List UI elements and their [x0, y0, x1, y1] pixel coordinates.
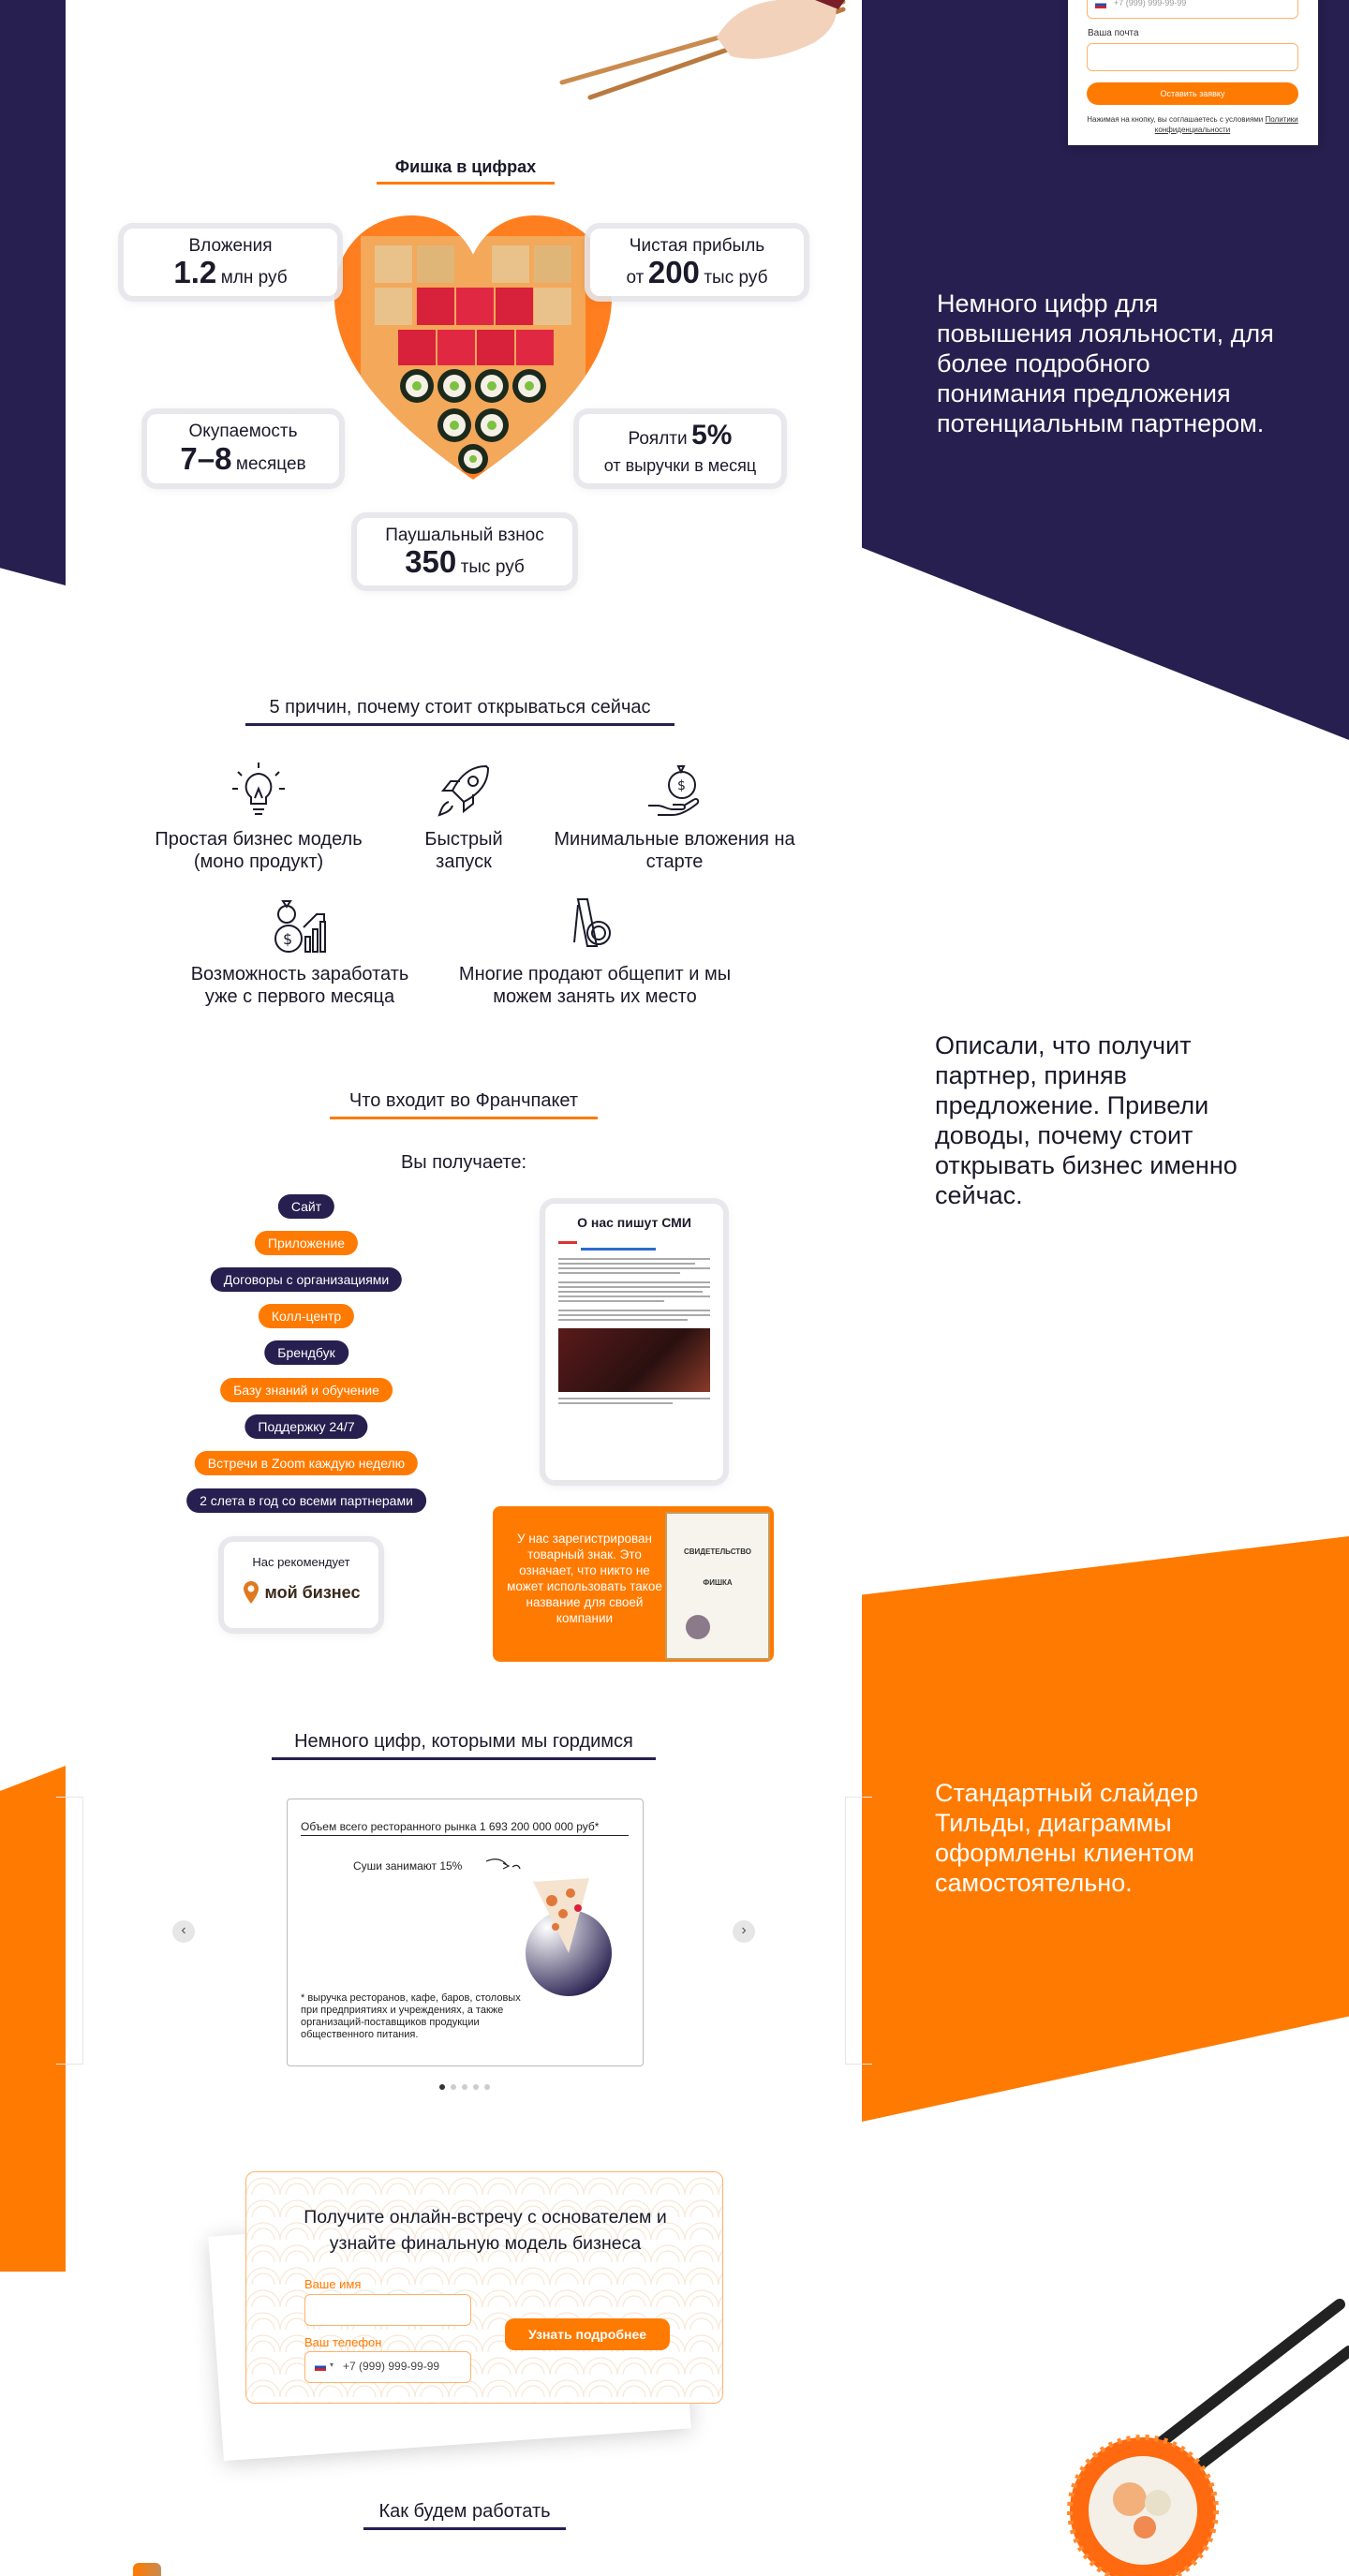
- sushi-chopsticks-image: [1040, 2286, 1349, 2576]
- money-bag-hand-icon: [645, 761, 704, 821]
- privacy-policy-link[interactable]: Политики конфиденциальности: [1154, 115, 1298, 134]
- package-item-knowledge-base: Базу знаний и обучение: [220, 1378, 393, 1402]
- slider-dot-1[interactable]: [439, 2084, 445, 2090]
- stats-section-title: [272, 1731, 656, 1760]
- work-section-title: [363, 2501, 566, 2530]
- reason-4-text: Возможность заработать уже с первого месяца: [190, 964, 409, 1007]
- work-illustration-peek: [133, 2563, 161, 2576]
- package-item-brandbook: Брендбук: [264, 1340, 348, 1365]
- stats-title-underline: [272, 1757, 656, 1760]
- payback-card: [147, 414, 339, 483]
- certificate-name: ФИШКА: [703, 1578, 733, 1587]
- reason-minimal-investment: [553, 761, 796, 873]
- slider-prev-button[interactable]: ‹: [172, 1920, 195, 1943]
- trademark-text: У нас зарегистрирован товарный знак. Это означает, что никто не может использовать такое название для своей компании: [507, 1532, 662, 1625]
- royalty-sub: от выручки в месяц: [603, 456, 757, 475]
- annotation-numbers: Немного цифр для повышения лояльности, для более подробного понимания предложения потенциальным партнером.: [937, 289, 1274, 437]
- annotation-package: Описали, что получит партнер, приняв предложение. Привели доводы, почему стоит открывать бизнес именно сейчас.: [935, 1031, 1238, 1209]
- chopsticks-hand-image: [553, 0, 852, 103]
- numbers-section-title: [377, 157, 555, 185]
- flag-ru-icon: [1095, 1, 1106, 8]
- slide-title: Объем всего ресторанного рынка 1 693 200 000 000 руб*: [301, 1820, 629, 1836]
- slider-dot-2[interactable]: [451, 2084, 456, 2090]
- reasons-section-title: [245, 697, 674, 726]
- work-title-text: Как будем работать: [378, 2501, 551, 2522]
- package-section-title: [330, 1090, 598, 1119]
- fee-card: [357, 518, 572, 585]
- recommend-brand: мой бизнес: [264, 1582, 361, 1602]
- certificate-title: СВИДЕТЕЛЬСТВО: [684, 1547, 751, 1556]
- top-phone-field[interactable]: [1087, 0, 1298, 19]
- reason-5-text: Многие продают общепит и мы можем занять их место: [458, 964, 732, 1007]
- payback-unit: месяцев: [235, 454, 306, 474]
- consent-text: Нажимая на кнопку, вы соглашаетесь с условиями: [1087, 115, 1264, 124]
- top-submit-button[interactable]: Оставить заявку: [1087, 82, 1298, 105]
- investment-unit: млн руб: [220, 268, 288, 288]
- reason-fast-launch: [403, 761, 525, 873]
- package-item-zoom: Встречи в Zoom каждую неделю: [195, 1451, 418, 1475]
- package-item-support: Поддержку 24/7: [245, 1414, 367, 1439]
- investment-card: [124, 229, 337, 296]
- work-title-underline: [363, 2527, 566, 2530]
- fee-label: Паушальный взнос: [385, 526, 544, 545]
- coins-icon: [565, 896, 625, 955]
- reasons-title-underline: [245, 723, 674, 726]
- numbers-title-text: Фишка в цифрах: [394, 157, 537, 176]
- profit-prefix: от: [626, 268, 645, 288]
- profit-card: [590, 229, 804, 296]
- top-email-label: Ваша почта: [1088, 28, 1139, 38]
- slider-dot-4[interactable]: [473, 2084, 479, 2090]
- reason-1-text: Простая бизнес модель (моно продукт): [155, 829, 363, 872]
- package-item-app: Приложение: [255, 1231, 358, 1255]
- flag-ru-icon: [315, 2363, 326, 2371]
- media-card: [545, 1204, 723, 1480]
- reason-2-text: Быстрый запуск: [424, 829, 503, 872]
- phone-field-label: Ваш телефон: [304, 2335, 382, 2349]
- payback-label: Окупаемость: [188, 422, 298, 441]
- package-title-underline: [330, 1117, 598, 1119]
- royalty-label: Роялти: [628, 429, 688, 449]
- top-email-field[interactable]: [1087, 43, 1298, 71]
- slider-next-slide-peek: [845, 1797, 872, 2065]
- chevron-down-icon: ▾: [330, 2361, 334, 2369]
- reasons-title-text: 5 причин, почему стоит открываться сейчас: [269, 697, 651, 718]
- media-photo: [558, 1328, 710, 1392]
- phone-placeholder: +7 (999) 999-99-99: [343, 2360, 440, 2373]
- fee-value: 350: [405, 544, 457, 579]
- fee-unit: тыс руб: [460, 557, 525, 577]
- name-input[interactable]: [304, 2294, 471, 2326]
- package-title-text: Что входит во Франчпакет: [348, 1090, 579, 1111]
- trademark-card: [493, 1506, 774, 1662]
- slider-dot-5[interactable]: [484, 2084, 490, 2090]
- slider-dots: [437, 2078, 493, 2095]
- slide-share: Суши занимают 15%: [353, 1859, 463, 1873]
- top-consent-text: [1082, 114, 1303, 135]
- learn-more-button[interactable]: Узнать подробнее: [505, 2318, 670, 2350]
- media-title: О нас пишут СМИ: [577, 1215, 691, 1230]
- reason-earn-first-month: [173, 896, 426, 1008]
- slide-footnote: * выручка ресторанов, кафе, баров, столовых при предприятиях и учреждениях, а также организаций-поставщиков продукции общественного питания.: [301, 1992, 521, 2040]
- package-subtitle: Вы получаете:: [400, 1152, 527, 1173]
- reason-3-text: Минимальные вложения на старте: [554, 829, 795, 872]
- navy-strip-left: [0, 0, 66, 585]
- reason-simple-model: [141, 761, 377, 873]
- package-item-contracts: Договоры с организациями: [211, 1267, 402, 1292]
- svg-text:$: $: [677, 778, 686, 793]
- rocket-icon: [434, 761, 494, 821]
- name-field-label: Ваше имя: [304, 2277, 362, 2291]
- phone-input[interactable]: [304, 2351, 471, 2383]
- profit-value: 200: [647, 255, 700, 289]
- royalty-card: [579, 414, 781, 483]
- stats-title-text: Немного цифр, которыми мы гордимся: [294, 1731, 633, 1752]
- profit-label: Чистая прибыль: [629, 236, 765, 256]
- recommend-label: Нас рекомендует: [252, 1555, 350, 1569]
- money-growth-icon: [270, 896, 330, 955]
- meeting-form-card: [245, 2171, 723, 2404]
- payback-value: 7–8: [180, 441, 232, 476]
- profit-unit: тыс руб: [704, 268, 768, 288]
- package-item-call-center: Колл-центр: [259, 1304, 354, 1328]
- slider-prev-slide-peek: [56, 1797, 83, 2065]
- top-phone-placeholder: +7 (999) 999-99-99: [1114, 0, 1187, 7]
- package-item-meetups: 2 слета в год со всеми партнерами: [186, 1488, 426, 1513]
- svg-text:$: $: [283, 930, 293, 948]
- meeting-form-title: Получите онлайн-встречу с основателем и узнайте финальную модель бизнеса: [304, 2207, 667, 2254]
- slider-dot-3[interactable]: [462, 2084, 467, 2090]
- royalty-value: 5%: [691, 420, 733, 451]
- slider-slide: [287, 1799, 644, 2066]
- recommend-card: [224, 1542, 378, 1628]
- lightbulb-icon: [229, 761, 289, 821]
- certificate-image: [665, 1512, 770, 1660]
- investment-label: Вложения: [188, 236, 273, 256]
- sushi-heart-image: [323, 208, 623, 489]
- investment-value: 1.2: [173, 255, 217, 289]
- reason-catering-niche: [450, 896, 740, 1008]
- numbers-title-underline: [377, 182, 555, 185]
- package-item-site: Сайт: [278, 1194, 334, 1219]
- slider-next-button[interactable]: ›: [733, 1920, 755, 1943]
- moy-biznes-logo-icon: [243, 1580, 259, 1605]
- media-article-preview: [558, 1241, 710, 1466]
- slide-pie-graphic: [458, 1854, 645, 2004]
- annotation-slider: Стандартный слайдер Тильды, диаграммы оформлены клиентом самостоятельно.: [935, 1779, 1199, 1897]
